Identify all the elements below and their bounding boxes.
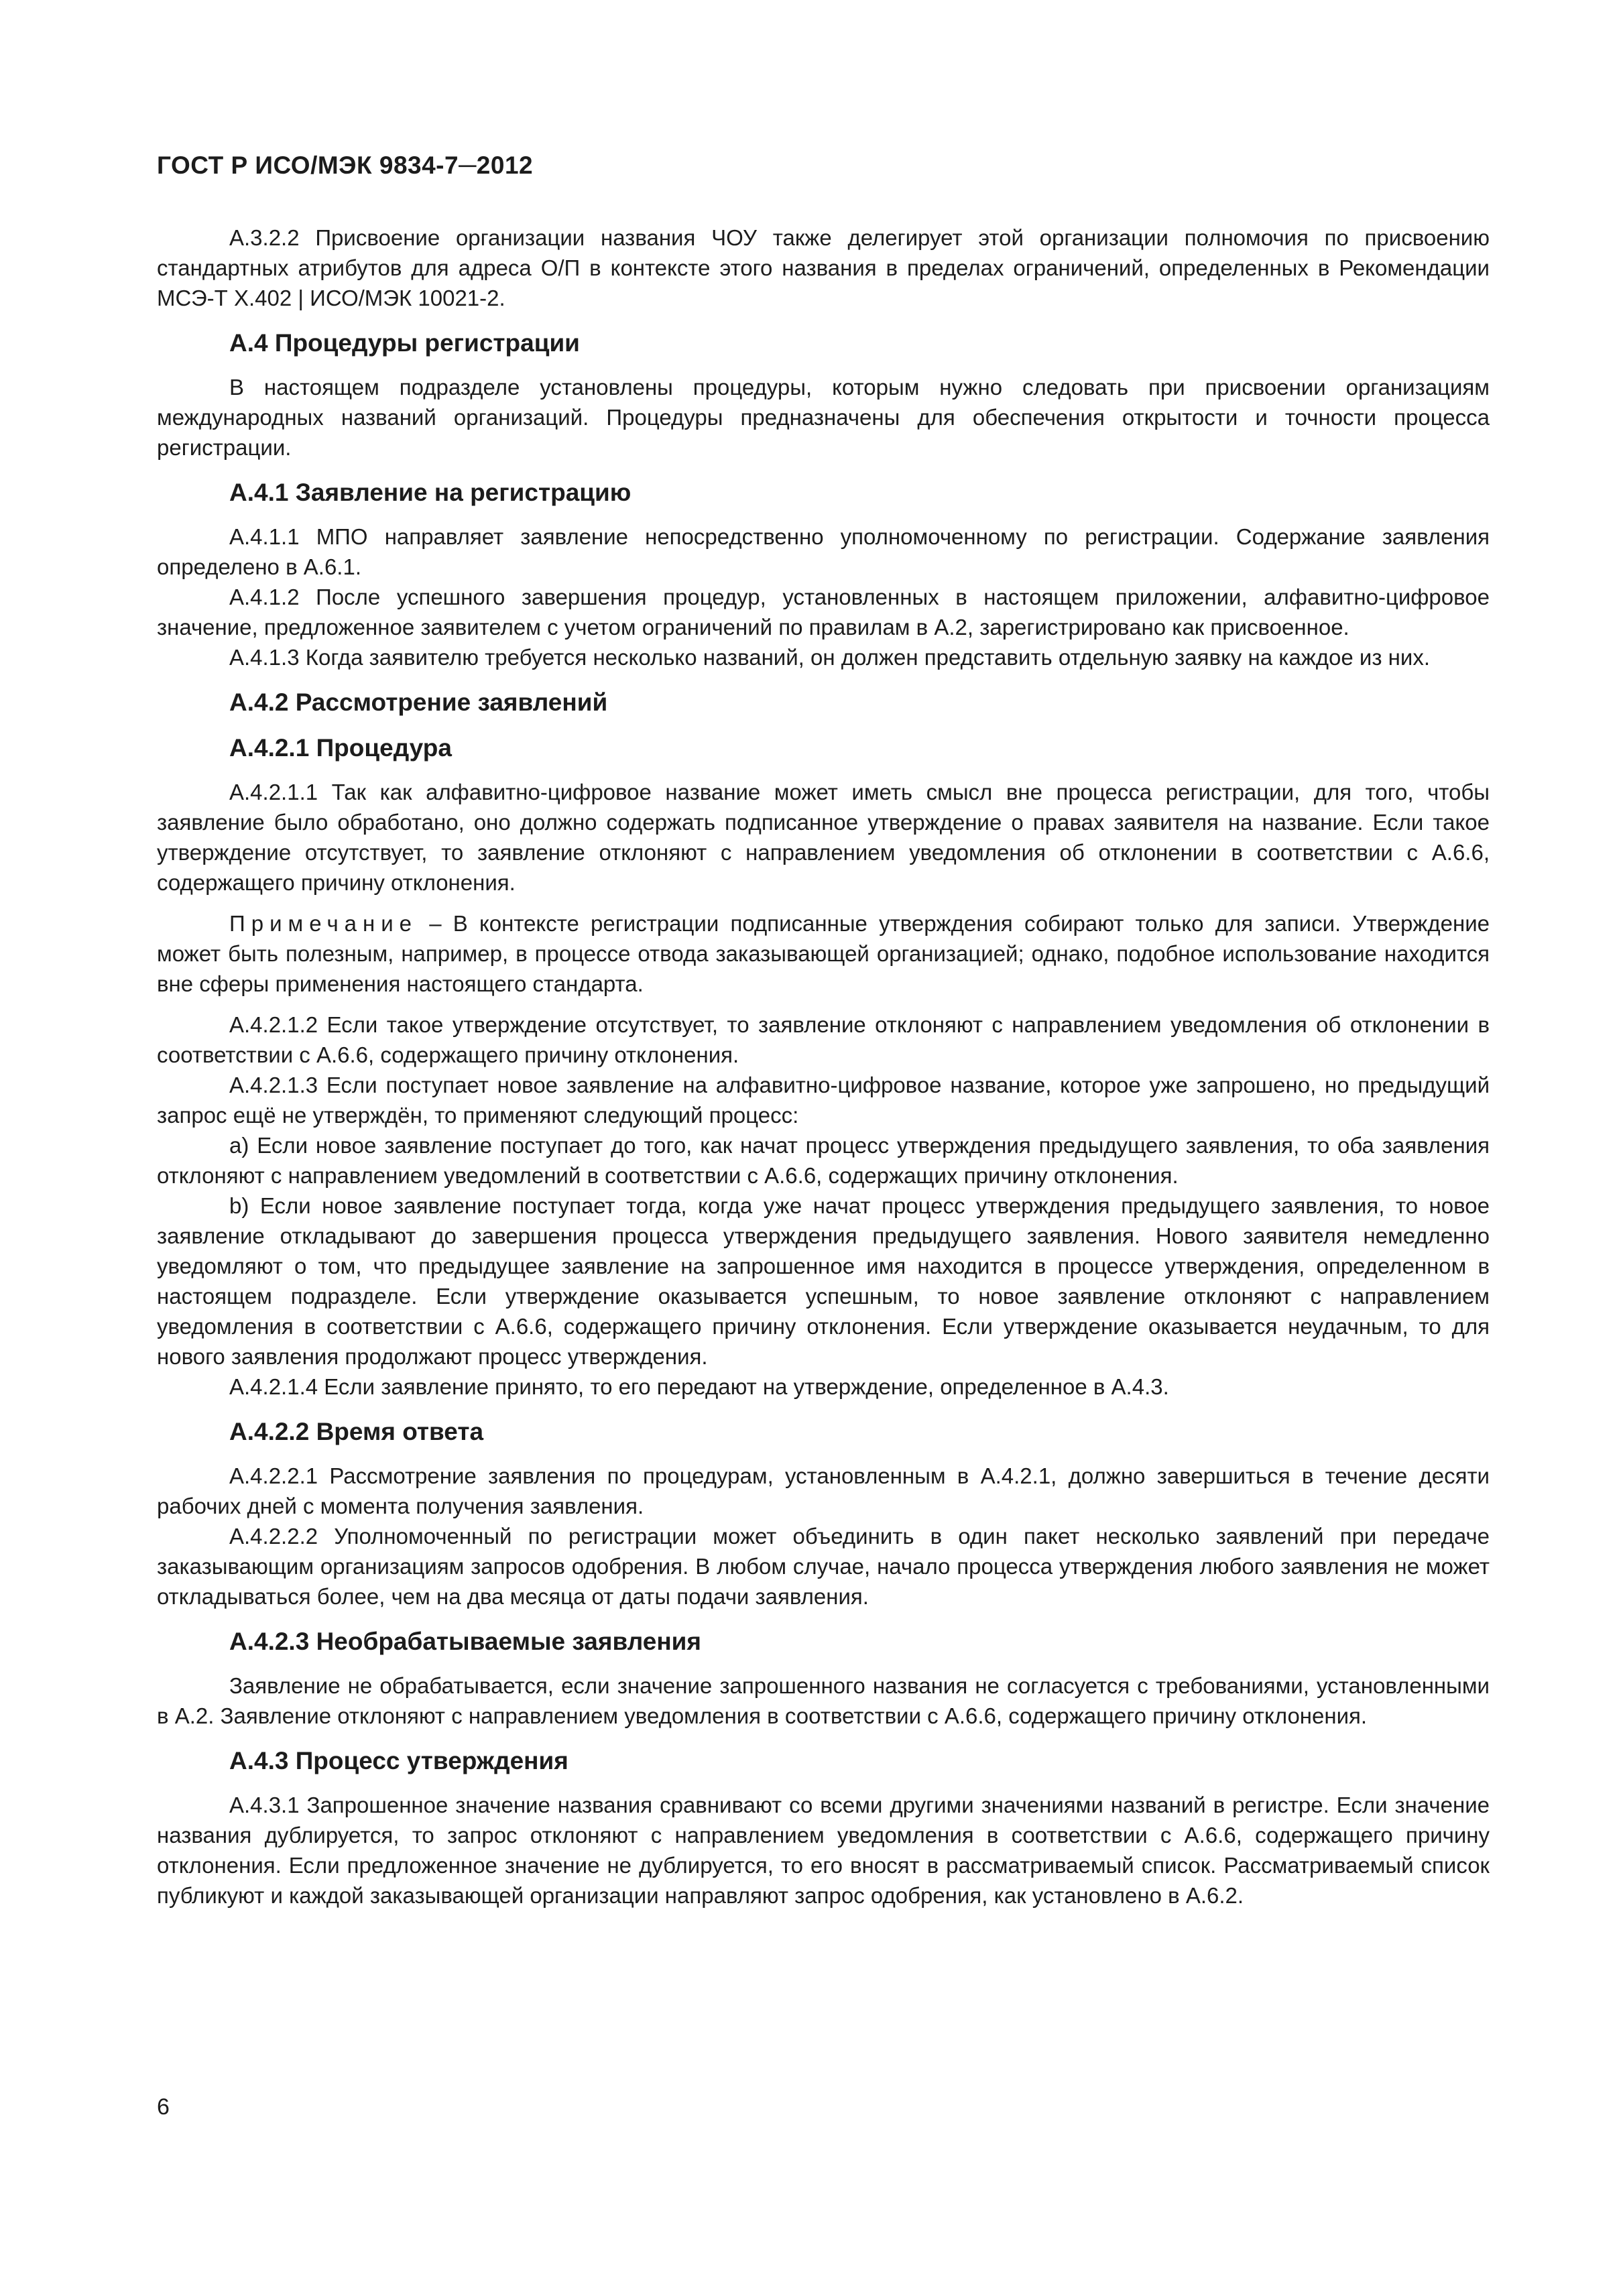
body-paragraph: А.4.3.1 Запрошенное значение названия сравнивают со всеми другими значениями названий в регистре. Если значение названия дублируется, то запрос отклоняют с направлением уведомления в соответствии с А.6.6, содержащего причину отклонения. Если предложенное значение не дублируется, то его вносят в рассматриваемый список. Рассматриваемый список публикуют и каждой заказывающей организации направляют запрос одобрения, как установлено в А.6.2. — [157, 1793, 1490, 1908]
note-label: Примечание — [229, 911, 418, 936]
body-paragraph: Заявление не обрабатывается, если значение запрошенного названия не согласуется с требованиями, установленными в А.2. Заявление отклоняют с направлением уведомления в соответствии с А.6.6, содержащего причину отклонения. — [157, 1673, 1490, 1728]
section-heading: А.4.1 Заявление на регистрацию — [229, 479, 632, 506]
section-heading: А.4.3 Процесс утверждения — [229, 1747, 568, 1774]
document-body — [157, 223, 1490, 1911]
section-heading: А.4.2.2 Время ответа — [229, 1418, 484, 1445]
body-paragraph: b) Если новое заявление поступает тогда, когда уже начат процесс утверждения предыдущего заявления, то новое заявление откладывают до завершения процесса утверждения предыдущего заявления. Нового заявителя немедленно уведомляют о том, что предыдущее заявление на запрошенное имя находится в процессе утверждения, определенном в настоящем подразделе. Если утверждение оказывается успешным, то новое заявление отклоняют с направлением уведомления в соответствии с А.6.6, содержащего причину отклонения. Если утверждение оказывается неудачным, то для нового заявления продолжают процесс утверждения. — [157, 1193, 1490, 1369]
section-heading: А.4.2.1 Процедура — [229, 734, 452, 762]
section-heading: А.4 Процедуры регистрации — [229, 329, 580, 357]
body-paragraph: А.4.1.2 После успешного завершения процедур, установленных в настоящем приложении, алфавитно-цифровое значение, предложенное заявителем с учетом ограничений по правилам в А.2, зарегистрировано как присвоенное. — [157, 585, 1490, 640]
section-heading: А.4.2 Рассмотрение заявлений — [229, 688, 608, 716]
body-paragraph: А.4.2.1.1 Так как алфавитно-цифровое название может иметь смысл вне процесса регистрации, для того, чтобы заявление было обработано, оно должно содержать подписанное утверждение о правах заявителя на название. Если такое утверждение отсутствует, то заявление отклоняют с направлением уведомления об отклонении в соответствии с А.6.6, содержащего причину отклонения. — [157, 780, 1490, 895]
note-paragraph — [157, 908, 1490, 999]
body-paragraph: А.4.2.1.4 Если заявление принято, то его передают на утверждение, определенное в А.4.3. — [229, 1374, 1169, 1399]
body-paragraph: А.4.1.1 МПО направляет заявление непосредственно уполномоченному по регистрации. Содержание заявления определено в А.6.1. — [157, 524, 1490, 579]
body-paragraph: А.4.2.2.1 Рассмотрение заявления по процедурам, установленным в А.4.2.1, должно завершиться в течение десяти рабочих дней с момента получения заявления. — [157, 1463, 1490, 1518]
document-header: ГОСТ Р ИСО/МЭК 9834-7─2012 — [157, 152, 534, 179]
body-paragraph: А.4.2.1.2 Если такое утверждение отсутствует, то заявление отклоняют с направлением уведомления об отклонении в соответствии с А.6.6, содержащего причину отклонения. — [157, 1012, 1490, 1067]
body-paragraph: А.4.2.2.2 Уполномоченный по регистрации может объединить в один пакет несколько заявлений при передаче заказывающим организациям запросов одобрения. В любом случае, начало процесса утверждения любого заявления не может откладываться более, чем на два месяца от даты подачи заявления. — [157, 1524, 1490, 1609]
body-paragraph: В настоящем подразделе установлены процедуры, которым нужно следовать при присвоении организациям международных названий организаций. Процедуры предназначены для обеспечения открытости и точности процесса регистрации. — [157, 375, 1490, 460]
body-paragraph: А.4.2.1.3 Если поступает новое заявление на алфавитно-цифровое название, которое уже запрошено, но предыдущий запрос ещё не утверждён, то применяют следующий процесс: — [157, 1073, 1490, 1128]
note-text: – В контексте регистрации подписанные утверждения собирают только для записи. Утверждение может быть полезным, например, в процессе отвода заказывающей организацией; однако, подобное использование находится вне сферы применения настоящего стандарта. — [157, 911, 1490, 996]
body-paragraph: А.4.1.3 Когда заявителю требуется несколько названий, он должен представить отдельную заявку на каждое из них. — [229, 645, 1430, 670]
page-number: 6 — [157, 2094, 170, 2120]
body-paragraph: a) Если новое заявление поступает до того, как начат процесс утверждения предыдущего заявления, то оба заявления отклоняют с направлением уведомлений в соответствии с А.6.6, содержащих причину отклонения. — [157, 1133, 1490, 1188]
body-paragraph: А.3.2.2 Присвоение организации названия ЧОУ также делегирует этой организации полномочия по присвоению стандартных атрибутов для адреса О/П в контексте этого названия в пределах ограничений, определенных в Рекомендации МСЭ-Т X.402 | ИСО/МЭК 10021-2. — [157, 225, 1490, 310]
section-heading: А.4.2.3 Необрабатываемые заявления — [229, 1628, 702, 1655]
